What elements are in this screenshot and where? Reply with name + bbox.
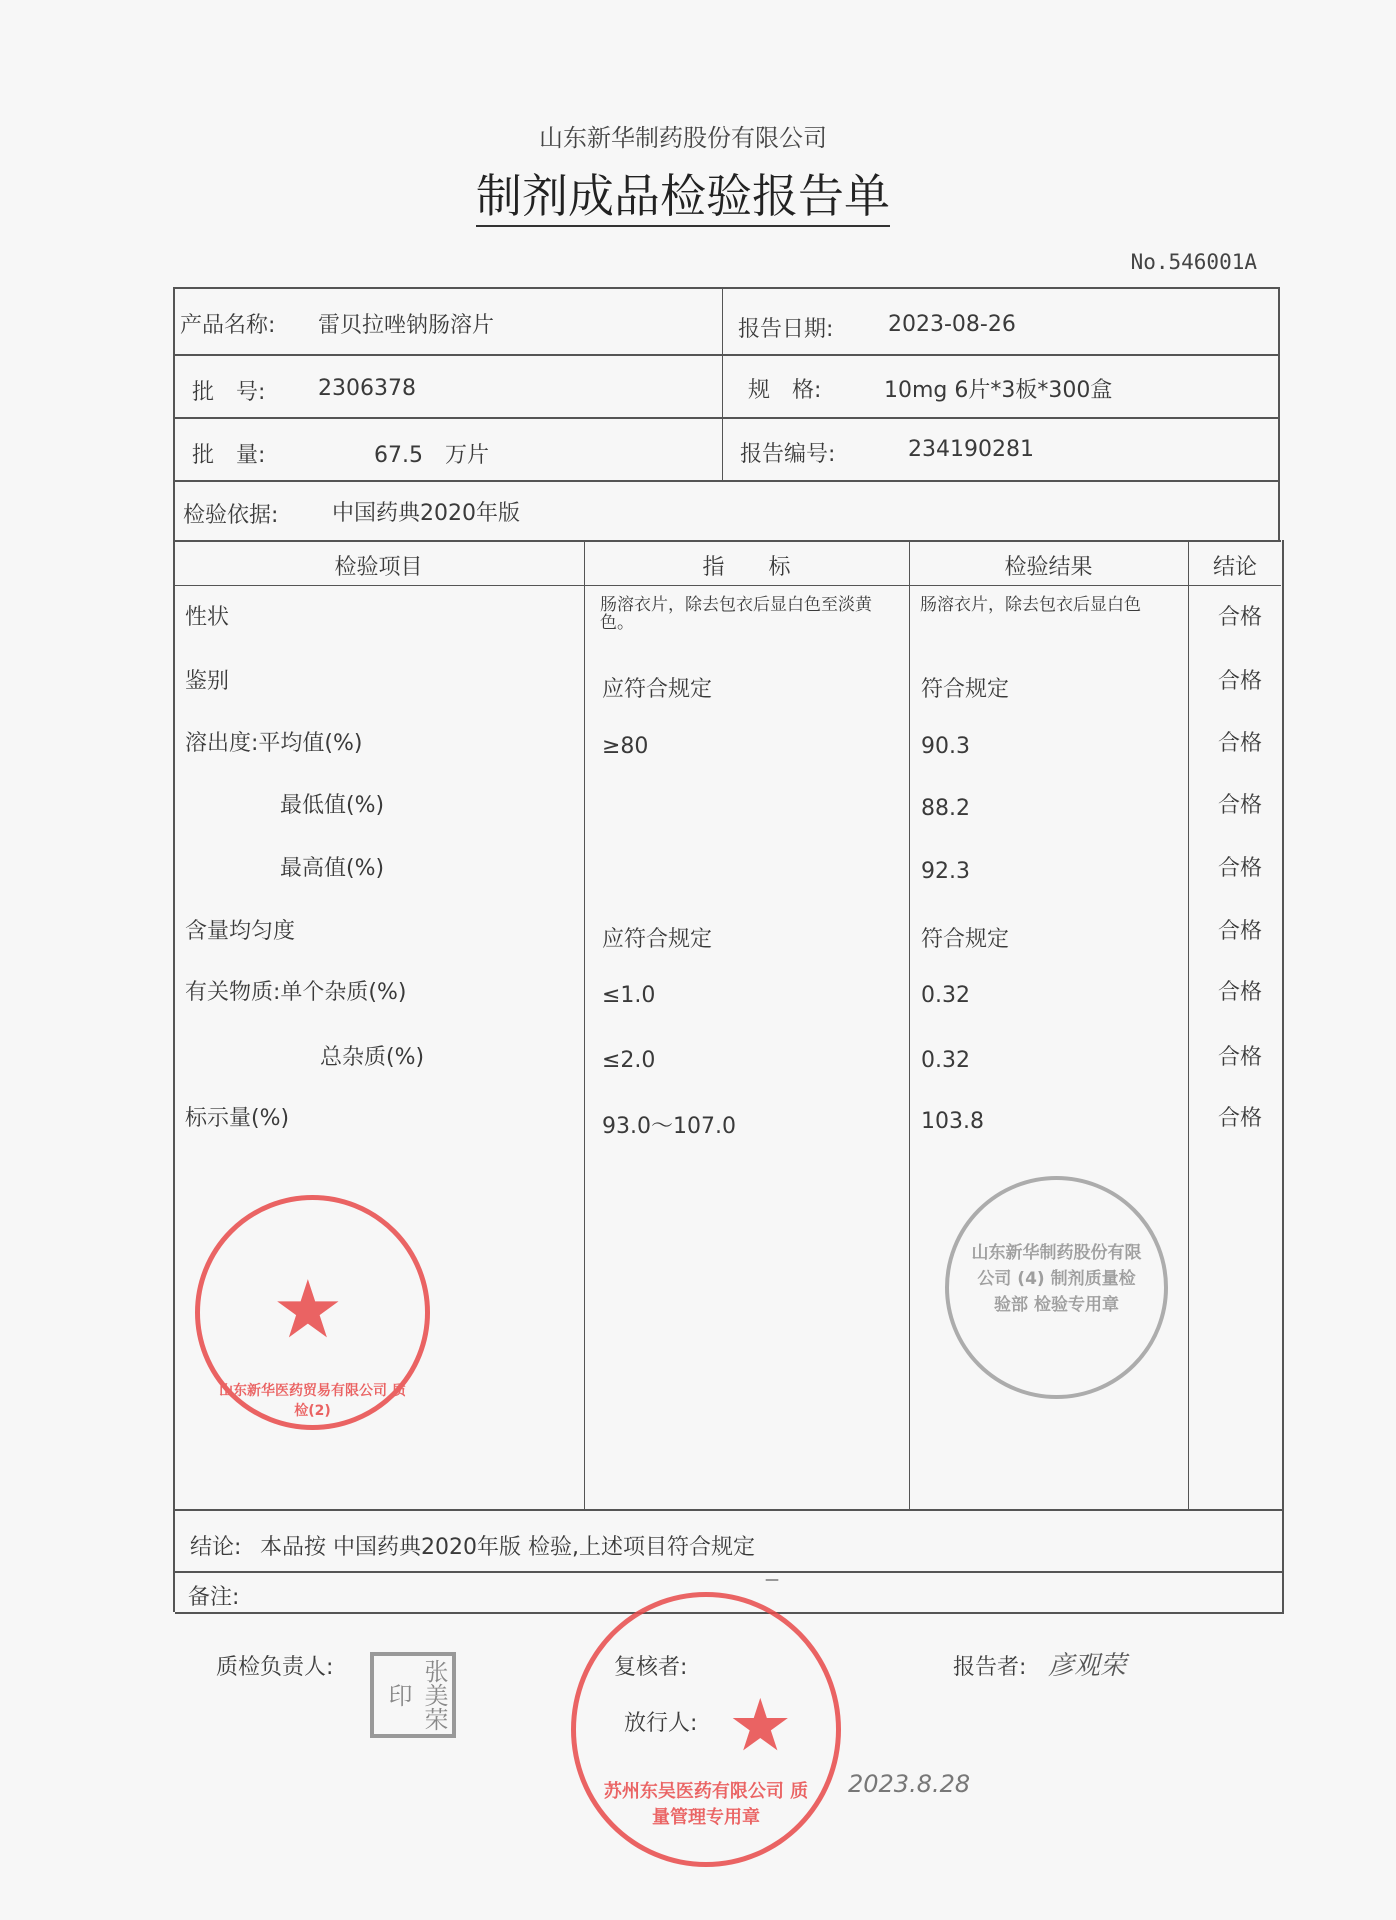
row-result: 符合规定 <box>921 677 1010 702</box>
qc-head-seal: 张美荣印 <box>370 1652 456 1738</box>
reviewer-label: 复核者: <box>614 1655 688 1680</box>
header-item: 检验项目 <box>334 555 423 580</box>
right-gray-stamp <box>945 1176 1168 1399</box>
row-conclusion: 合格 <box>1218 605 1263 630</box>
row-conclusion: 合格 <box>1218 980 1263 1005</box>
document-number: No.546001A <box>1130 250 1257 274</box>
title-text: 制剂成品检验报告单 <box>476 169 890 227</box>
row-item: 性状 <box>185 605 230 630</box>
divider <box>1278 287 1280 540</box>
quantity-label: 批 量: <box>192 443 266 468</box>
divider <box>909 540 910 1509</box>
divider <box>175 1571 1284 1573</box>
report-number-value: 234190281 <box>908 437 1034 462</box>
row-conclusion: 合格 <box>1218 669 1263 694</box>
remark-value: — <box>765 1572 779 1588</box>
row-result: 符合规定 <box>921 927 1010 952</box>
divider <box>173 585 1281 586</box>
conclusion-label: 结论: <box>190 1535 242 1560</box>
date-value: 2023-08-26 <box>888 312 1016 337</box>
spec-value: 10mg 6片*3板*300盒 <box>884 378 1113 403</box>
divider <box>175 1509 1283 1511</box>
divider <box>722 287 723 480</box>
divider <box>173 540 1281 542</box>
batch-value: 2306378 <box>318 376 416 401</box>
divider <box>173 417 1278 419</box>
divider <box>173 287 1278 289</box>
basis-label: 检验依据: <box>183 503 279 528</box>
row-standard: 93.0～107.0 <box>602 1114 736 1139</box>
header-conclusion: 结论 <box>1212 555 1257 580</box>
page-title <box>0 160 1366 226</box>
row-result: 0.32 <box>921 1048 970 1073</box>
header-standard: 指 标 <box>702 555 791 580</box>
row-result: 103.8 <box>921 1109 984 1134</box>
product-value: 雷贝拉唑钠肠溶片 <box>318 313 495 338</box>
star-icon: ★ <box>728 1683 793 1767</box>
stamp-text: 苏州东吴医药有限公司 质量管理专用章 <box>603 1781 809 1828</box>
divider <box>173 354 1278 356</box>
star-icon: ★ <box>272 1263 344 1356</box>
row-result: 90.3 <box>921 734 970 759</box>
header-result: 检验结果 <box>1004 555 1093 580</box>
row-conclusion: 合格 <box>1218 1106 1263 1131</box>
reporter-label: 报告者: <box>953 1655 1027 1680</box>
remark-label: 备注: <box>188 1585 240 1610</box>
handwritten-date: 2023.8.28 <box>848 1770 971 1798</box>
stamp-text: 山东新华制药股份有限公司 (4) 制剂质量检验部 检验专用章 <box>971 1243 1142 1315</box>
row-standard: ≤1.0 <box>602 983 656 1008</box>
divider <box>173 480 1278 482</box>
row-conclusion: 合格 <box>1218 793 1263 818</box>
divider <box>1282 540 1284 1612</box>
quantity-value: 67.5 万片 <box>374 443 489 468</box>
row-item: 有关物质:单个杂质(%) <box>185 980 407 1005</box>
batch-label: 批 号: <box>192 380 266 405</box>
row-standard: 应符合规定 <box>602 677 713 702</box>
row-conclusion: 合格 <box>1218 856 1263 881</box>
reporter-signature: 彦观荣 <box>1048 1651 1127 1681</box>
company-name: 山东新华制药股份有限公司 <box>539 124 827 152</box>
row-standard: ≥80 <box>602 734 649 759</box>
row-result: 肠溶衣片，除去包衣后显白色 <box>920 595 1141 615</box>
product-label: 产品名称: <box>180 313 276 338</box>
row-result: 88.2 <box>921 796 970 821</box>
row-item: 鉴别 <box>185 669 230 694</box>
row-item: 含量均匀度 <box>185 919 296 944</box>
row-item: 最低值(%) <box>280 793 385 818</box>
row-item: 标示量(%) <box>185 1106 290 1131</box>
row-conclusion: 合格 <box>1218 731 1263 756</box>
left-red-stamp <box>195 1195 430 1430</box>
row-standard: ≤2.0 <box>602 1048 656 1073</box>
row-item: 最高值(%) <box>280 856 385 881</box>
qc-head-label: 质检负责人: <box>216 1655 334 1680</box>
stamp-text: 山东新华医药贸易有限公司 质检(2) <box>219 1383 406 1419</box>
row-result: 92.3 <box>921 859 970 884</box>
divider <box>173 287 175 1612</box>
row-item: 总杂质(%) <box>320 1045 425 1070</box>
bottom-red-stamp <box>571 1592 841 1867</box>
divider <box>1188 540 1189 1509</box>
row-standard: 肠溶衣片，除去包衣后显白色至淡黄色。 <box>600 595 872 633</box>
row-conclusion: 合格 <box>1218 919 1263 944</box>
basis-value: 中国药典2020年版 <box>332 501 520 526</box>
conclusion-text: 本品按 中国药典2020年版 检验,上述项目符合规定 <box>260 1535 755 1560</box>
row-result: 0.32 <box>921 983 970 1008</box>
spec-label: 规 格: <box>748 378 822 403</box>
row-conclusion: 合格 <box>1218 1045 1263 1070</box>
row-item: 溶出度:平均值(%) <box>185 731 363 756</box>
releaser-label: 放行人: <box>624 1711 698 1736</box>
divider <box>584 540 585 1509</box>
report-number-label: 报告编号: <box>740 442 836 467</box>
row-standard: 应符合规定 <box>602 927 713 952</box>
date-label: 报告日期: <box>738 317 834 342</box>
